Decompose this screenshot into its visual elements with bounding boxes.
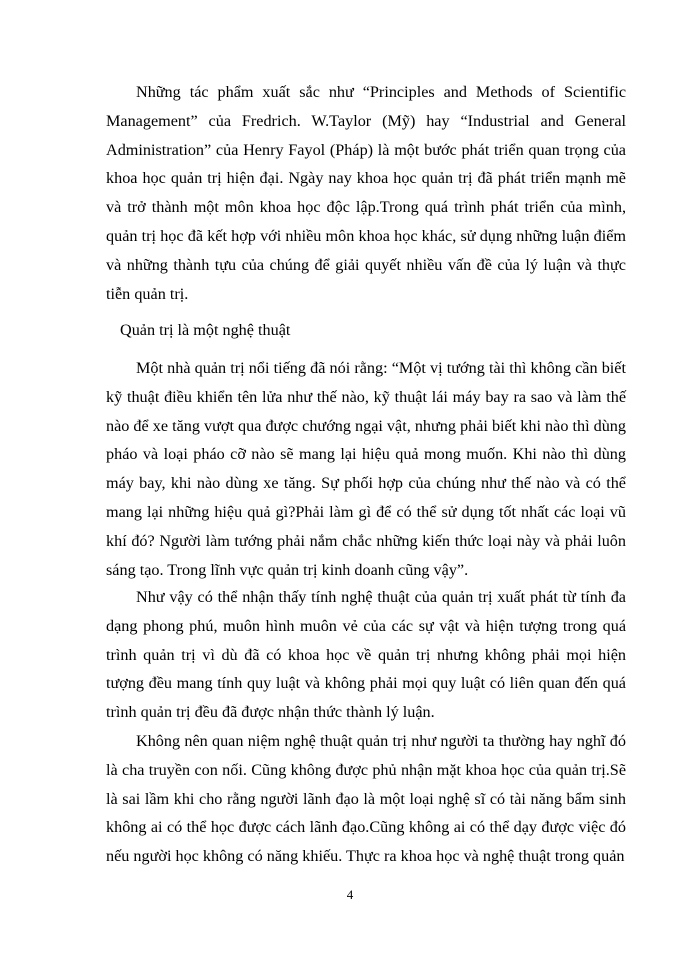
paragraph-text: Như vậy có thể nhận thấy tính nghệ thuật của quản trị xuất phát từ tính đa dạng phong phú, muôn hình muôn vẻ của các sự vật và hiện tượng trong quá trình quản trị vì dù đã có khoa học về quản trị nhưng không phải mọi hiện tượng đều mang tính quy luật và không phải mọi quy luật có liên quan đến quá trình quản trị đều đã được nhận thức thành lý luận. [106,588,626,722]
paragraph-text: Một nhà quản trị nổi tiếng đã nói rằng: “Một vị tướng tài thì không cần biết kỹ thuật điều khiển tên lửa như thế nào, kỹ thuật lái máy bay ra sao và làm thế nào để xe tăng vượt qua được chướng ngại vật, nhưng phải biết khi nào thì dùng pháo và loại pháo cỡ nào sẽ mang lại hiệu quả mong muốn. Khi nào thì dùng máy bay, khi nào dùng xe tăng. Sự phối hợp của chúng như thế nào và có thể mang lại những hiệu quả gì?Phải làm gì để có thể sử dụng tốt nhất các loại vũ khí đó? Người làm tướng phải nắm chắc những kiến thức loại này và phải luôn sáng tạo. Trong lĩnh vực quản trị kinh doanh cũng vậy”. [106,359,626,579]
section-heading-text: Quản trị là một nghệ thuật [120,321,291,339]
paragraph-text: Những tác phẩm xuất sắc như “Principles and Methods of Scientific Management” của Fredrich. W.Taylor (Mỹ) hay “Industrial and General Administration” của Henry Fayol (Pháp) là một bước phát triển quan trọng của khoa học quản trị hiện đại. Ngày nay khoa học quản trị đã phát triển mạnh mẽ và trở thành một môn khoa học độc lập.Trong quá trình phát triển của mình, quản trị học đã kết hợp với nhiều môn khoa học khác, sử dụng những luận điểm và những thành tựu của chúng để giải quyết nhiều vấn đề của lý luận và thực tiễn quản trị. [106,83,626,303]
paragraph-general-quote [106,354,626,584]
paragraph-management-history [106,78,626,308]
paragraph-art-of-management [106,583,626,727]
section-heading [106,316,626,345]
paragraph-science-and-art [106,727,626,871]
page-number: 4 [346,887,354,902]
paragraph-text: Không nên quan niệm nghệ thuật quản trị như người ta thường hay nghĩ đó là cha truyền con nối. Cũng không được phủ nhận mặt khoa học của quản trị.Sẽ là sai lầm khi cho rằng người lãnh đạo là một loại nghệ sĩ có tài năng bẩm sinh không ai có thể học được cách lãnh đạo.Cũng không ai có thể dạy được việc đó nếu người học không có năng khiếu. Thực ra khoa học và nghệ thuật trong quản [106,732,626,866]
